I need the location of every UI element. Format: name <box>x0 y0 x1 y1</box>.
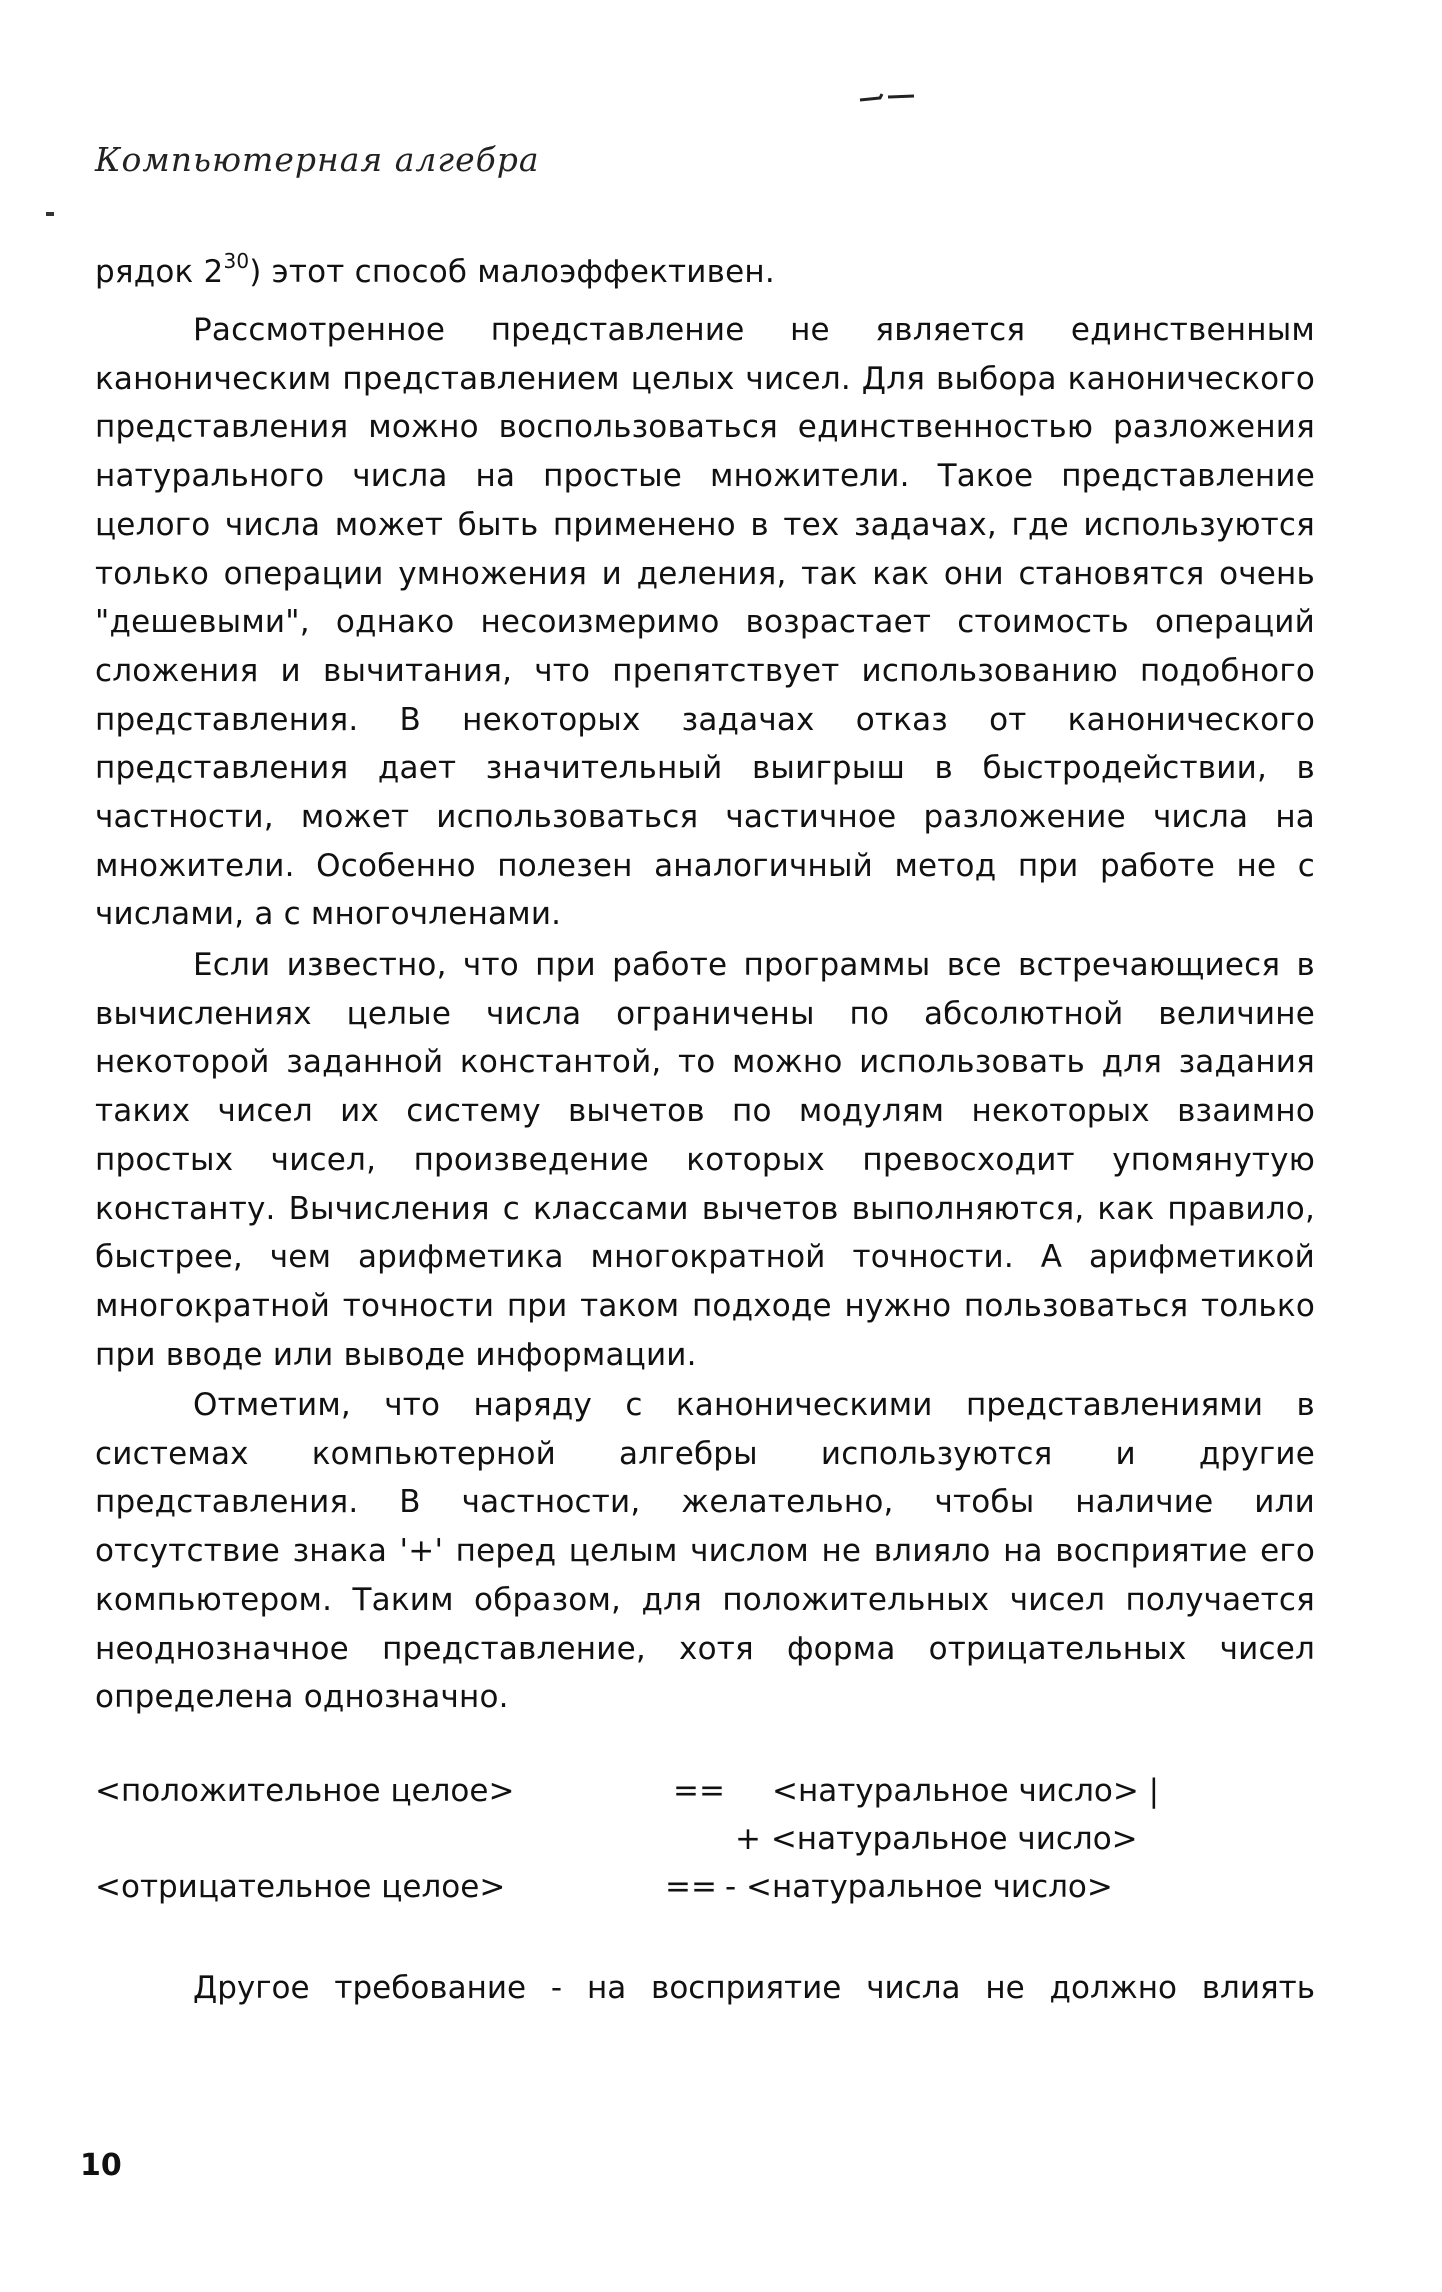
running-head: Компьютерная алгебра <box>95 140 540 179</box>
print-speck <box>46 212 54 216</box>
paragraph-1: Рассмотренное представление не является единственным каноническим представлением целых чисел. Для выбора канонического представления можно воспользоваться единственностью разложения натурального числа на простые множители. Такое представление целого числа может быть применено в тех задачах, где используются только операции умножения и деления, так как они становятся очень "дешевыми", однако несоизмеримо возрастает стоимость операций сложения и вычитания, что препятствует использованию подобного представления. В некоторых задачах отказ от канонического представления дает значительный выигрыш в быстродействии, в частности, может использоваться частичное разложение числа на множители. Особенно полезен аналогичный метод при работе не с числами, а с многочленами. <box>95 312 1315 933</box>
negative-rhs: - <натуральное число> <box>725 1869 1113 1905</box>
negative-op: == <box>665 1869 717 1905</box>
negative-term: <отрицательное целое> <box>95 1869 506 1905</box>
positive-rhs-2: + <натуральное число> <box>735 1821 1138 1857</box>
paragraph-2: Если известно, что при работе программы все встречающиеся в вычислениях целые числа ограничены по абсолютной величине некоторой заданной константой, то можно использовать для задания таких чисел их систему вычетов по модулям некоторых взаимно простых чисел, произведение которых превосходит упомянутую константу. Вычисления с классами вычетов выполняются, как правило, быстрее, чем арифметика многократной точности. А арифметикой многократной точности при таком подходе нужно пользоваться только при вводе или выводе информации. <box>95 947 1315 1373</box>
positive-op: == <box>673 1773 725 1809</box>
continuation-suffix: ) этот способ малоэффективен. <box>249 254 775 290</box>
continuation-prefix: рядок 2 <box>95 254 224 290</box>
ink-mark <box>858 86 916 108</box>
positive-term: <положительное целое> <box>95 1773 515 1809</box>
page-number: 10 <box>80 2148 122 2183</box>
continuation-line <box>95 248 1315 297</box>
exponent: 30 <box>223 249 250 273</box>
paragraph-3: Отметим, что наряду с каноническими представлениями в системах компьютерной алгебры используются и другие представления. В частности, желательно, чтобы наличие или отсутствие знака '+' перед целым числом не влияло на восприятие его компьютером. Таким образом, для положительных чисел получается неоднозначное представление, хотя форма отрицательных чисел определена однозначно. <box>95 1387 1315 1716</box>
final-line: Другое требование - на восприятие числа не должно влиять <box>193 1970 1315 2006</box>
positive-rhs-1: <натуральное число> | <box>772 1773 1160 1809</box>
